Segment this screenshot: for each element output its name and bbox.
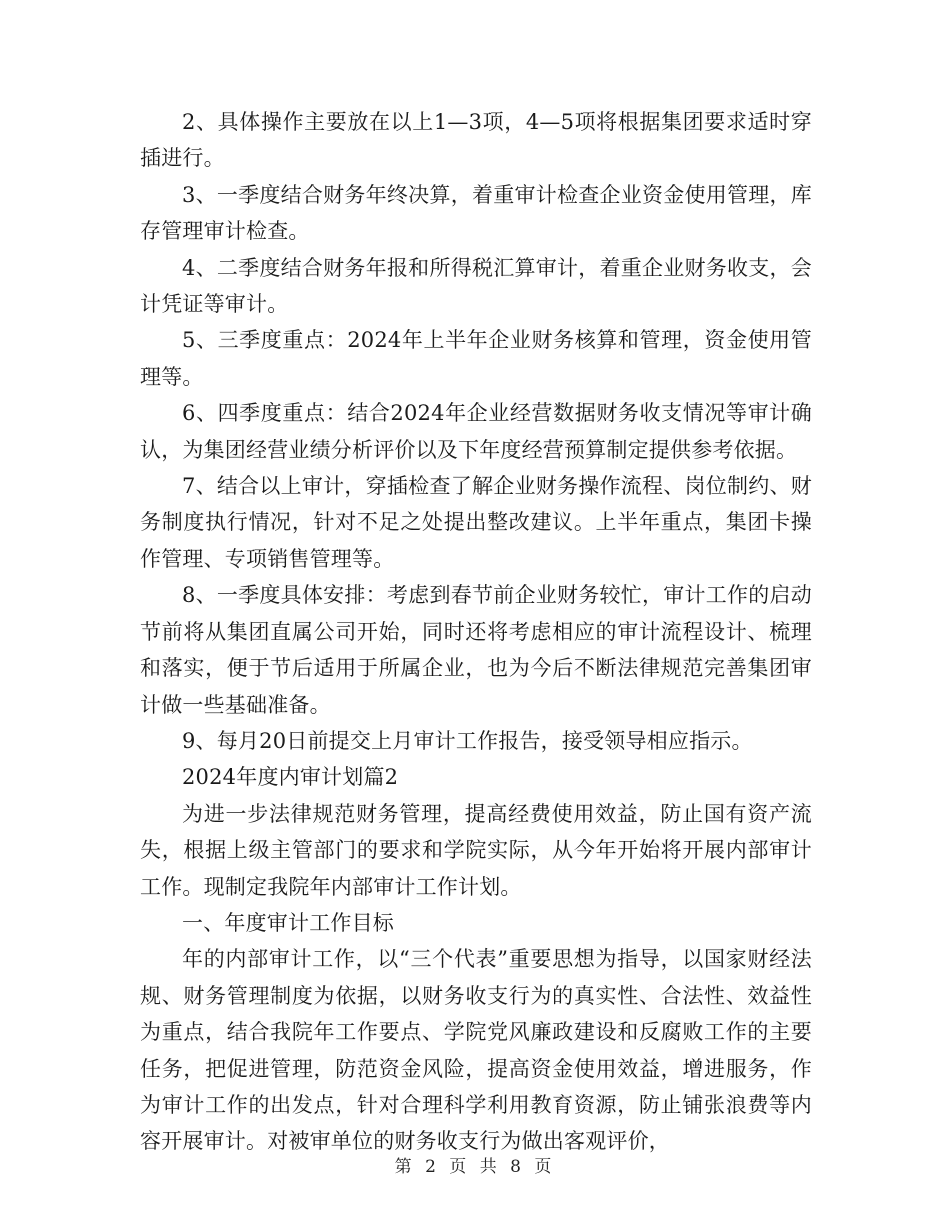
section-heading-goals: 一、年度审计工作目标 [182, 910, 394, 935]
paragraph-item-4: 4、二季度结合财务年报和所得税汇算审计，着重企业财务收支，会计凭证等审计。 [140, 255, 812, 317]
goals-paragraph: 年的内部审计工作，以“三个代表”重要思想为指导，以国家财经法规、财务管理制度为依据，以财务收支行为的真实性、合法性、效益性为重点，结合我院年工作要点、学院党风廉政建设和反腐败工作的主要任务，把促进管理，防范资金风险，提高资金使用效益，增进服务，作为审计工作的出发点，针对合理科学利用教育资源，防止铺张浪费等内容开展审计。对被审单位的财务收支行为做出客观评价， [140, 947, 812, 1154]
paragraph-item-3: 3、一季度结合财务年终决算，着重审计检查企业资金使用管理，库存管理审计检查。 [140, 182, 812, 244]
paragraph-item-8: 8、一季度具体安排：考虑到春节前企业财务较忙，审计工作的启动节前将从集团直属公司开始，同时还将考虑相应的审计流程设计、梳理和落实，便于节后适用于所属企业，也为今后不断法律规范完善集团审计做一些基础准备。 [140, 583, 812, 717]
page-number-footer: 第 2 页 共 8 页 [394, 1157, 556, 1177]
paragraph-item-6: 6、四季度重点：结合2024年企业经营数据财务收支情况等审计确认，为集团经营业绩分析评价以及下年度经营预算制定提供参考依据。 [140, 401, 812, 462]
paragraph-item-9: 9、每月20日前提交上月审计工作报告，接受领导相应指示。 [182, 728, 753, 753]
document-body [140, 104, 812, 1160]
paragraph-item-7: 7、结合以上审计，穿插检查了解企业财务操作流程、岗位制约、财务制度执行情况，针对不足之处提出整改建议。上半年重点，集团卡操作管理、专项销售管理等。 [140, 474, 812, 571]
intro-paragraph: 为进一步法律规范财务管理，提高经费使用效益，防止国有资产流失，根据上级主管部门的要求和学院实际，从今年开始将开展内部审计工作。现制定我院年内部审计工作计划。 [140, 801, 812, 899]
paragraph-item-5: 5、三季度重点：2024年上半年企业财务核算和管理，资金使用管理等。 [140, 328, 812, 389]
paragraph-item-2: 2、具体操作主要放在以上1—3项，4—5项将根据集团要求适时穿插进行。 [140, 110, 812, 171]
section-title-plan-2: 2024年度内审计划篇2 [182, 765, 399, 790]
